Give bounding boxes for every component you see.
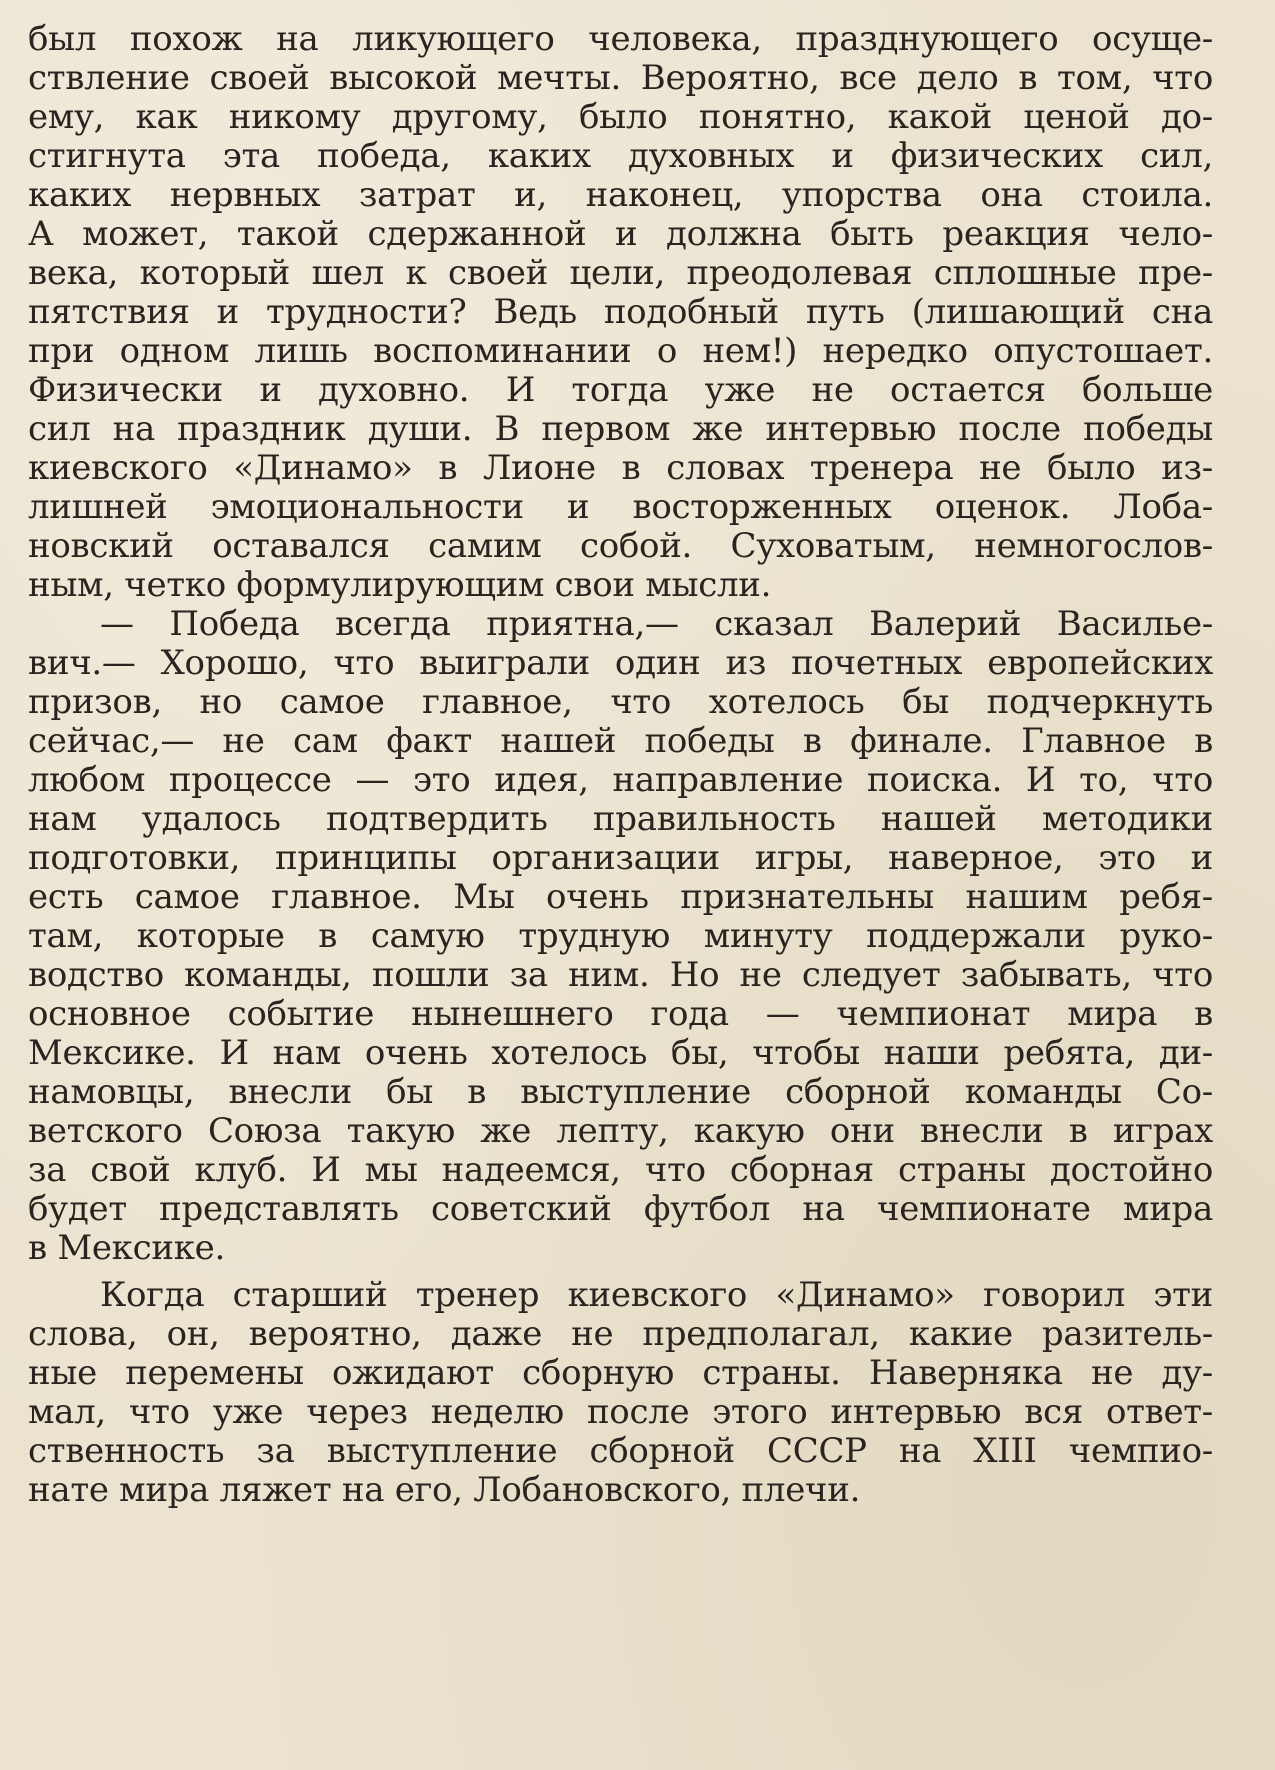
text-line: основное событие нынешнего года — чемпионат мира в [28,994,1213,1034]
text-line: водство команды, пошли за ним. Но не следует забывать, что [28,955,1213,995]
text-line: пятствия и трудности? Ведь подобный путь (лишающий сна [28,292,1213,332]
text-line: киевского «Динамо» в Лионе в словах тренера не было из- [28,448,1213,488]
text-line: мал, что уже через неделю после этого интервью вся ответ- [28,1392,1213,1432]
text-line: новский оставался самим собой. Суховатым, немногослов- [28,526,1213,566]
paragraph [28,20,1213,605]
text-line: ственность за выступление сборной СССР на XIII чемпио- [28,1431,1213,1471]
text-line: сил на праздник души. В первом же интервью после победы [28,409,1213,449]
paragraph [28,1276,1213,1510]
text-line: сейчас,— не сам факт нашей победы в финале. Главное в [28,721,1213,761]
text-line: был похож на ликующего человека, празднующего осуще- [28,19,1213,59]
text-line: Когда старший тренер киевского «Динамо» говорил эти [100,1275,1213,1315]
text-line: вич.— Хорошо, что выиграли один из почетных европейских [28,643,1213,683]
text-line: ные перемены ожидают сборную страны. Наверняка не ду- [28,1353,1213,1393]
text-line: А может, такой сдержанной и должна быть реакция чело- [28,214,1213,254]
text-line: любом процессе — это идея, направление поиска. И то, что [28,760,1213,800]
text-line: века, который шел к своей цели, преодолевая сплошные пре- [28,253,1213,293]
text-line: Мексике. И нам очень хотелось бы, чтобы наши ребята, ди- [28,1033,1213,1073]
text-line: стигнута эта победа, каких духовных и физических сил, [28,136,1213,176]
text-line: там, которые в самую трудную минуту поддержали руко- [28,916,1213,956]
text-line: призов, но самое главное, что хотелось бы подчеркнуть [28,682,1213,722]
paragraph [28,605,1213,1268]
text-line: ему, как никому другому, было понятно, какой ценой до- [28,97,1213,137]
page-body-text [28,20,1213,1510]
text-line: Физически и духовно. И тогда уже не остается больше [28,370,1213,410]
text-line: нам удалось подтвердить правильность нашей методики [28,799,1213,839]
text-line: ствление своей высокой мечты. Вероятно, все дело в том, что [28,58,1213,98]
text-line: ветского Союза такую же лепту, какую они внесли в играх [28,1111,1213,1151]
text-line: — Победа всегда приятна,— сказал Валерий Василье- [100,604,1213,644]
text-line: лишней эмоциональности и восторженных оценок. Лоба- [28,487,1213,527]
text-line: слова, он, вероятно, даже не предполагал, какие разитель- [28,1314,1213,1354]
text-line: при одном лишь воспоминании о нем!) нередко опустошает. [28,331,1213,371]
text-line: подготовки, принципы организации игры, наверное, это и [28,838,1213,878]
text-line: нате мира ляжет на его, Лобановского, плечи. [28,1470,861,1510]
text-line: в Мексике. [28,1228,226,1268]
text-line: есть самое главное. Мы очень признательны нашим ребя- [28,877,1213,917]
text-line: намовцы, внесли бы в выступление сборной команды Со- [28,1072,1213,1112]
text-line: будет представлять советский футбол на чемпионате мира [28,1189,1213,1229]
text-line: ным, четко формулирующим свои мысли. [28,565,772,605]
text-line: за свой клуб. И мы надеемся, что сборная страны достойно [28,1150,1213,1190]
text-line: каких нервных затрат и, наконец, упорства она стоила. [28,175,1213,215]
